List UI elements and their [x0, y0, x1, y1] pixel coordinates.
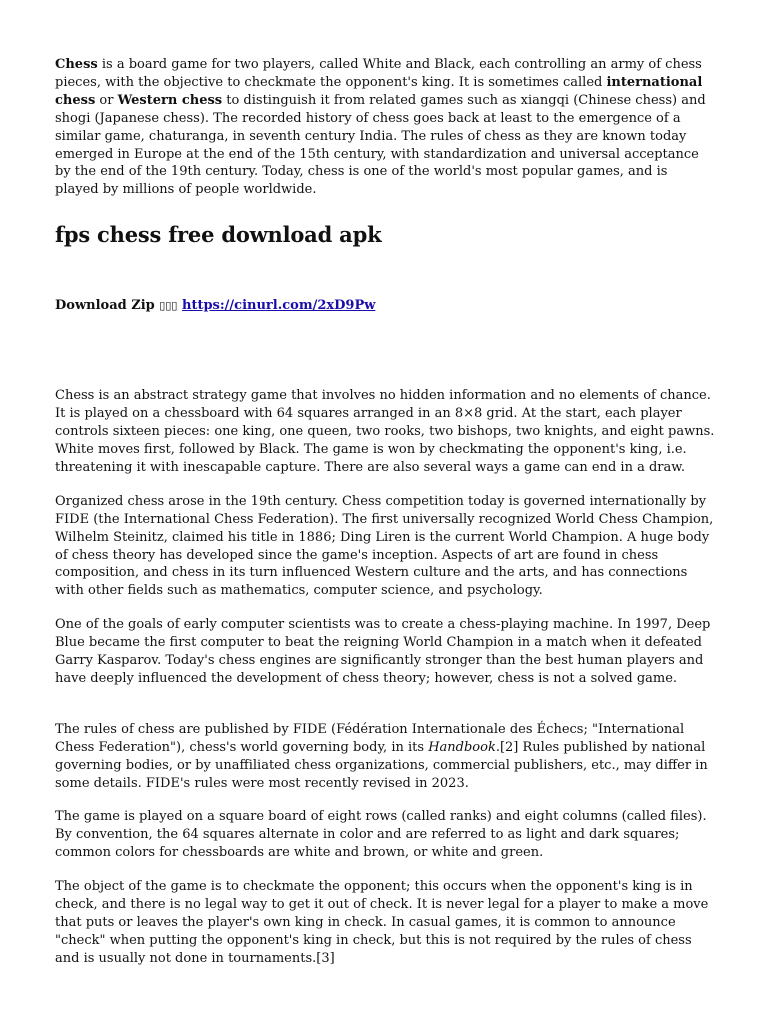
download-line	[55, 297, 715, 315]
page-heading: fps chess free download apk	[55, 222, 382, 248]
body-paragraph-3: One of the goals of early computer scientists was to create a chess-playing machine. In 1997, Deep Blue became the first computer to beat the reigning World Champion in a match when it defeated Garry Kasparov. Today's chess engines are significantly stronger than the best human players and have deeply influenced the development of chess theory; however, chess is not a solved game.	[55, 617, 711, 686]
body-paragraph-1: Chess is an abstract strategy game that involves no hidden information and no elements of chance. It is played on a chessboard with 64 squares arranged in an 8×8 grid. At the start, each player controls sixteen pieces: one king, one queen, two rooks, two bishops, two knights, and eight pawns. White moves first, followed by Black. The game is won by checkmating the opponent's king, i.e. threatening it with inescapable capture. There are also several ways a game can end in a draw.	[55, 388, 715, 475]
term-international-chess: international chess	[55, 74, 703, 108]
download-label: Download Zip	[55, 298, 155, 314]
rules-paragraph	[55, 721, 715, 793]
document-page	[55, 56, 715, 968]
rules-text-1: The rules of chess are published by FIDE (Fédération Internationale des Échecs; "International Chess Federation"), chess's world governing body, in its	[55, 721, 685, 755]
body-paragraph-2: Organized chess arose in the 19th century. Chess competition today is governed internationally by FIDE (the International Chess Federation). The first universally recognized World Chess Champion, Wilhelm Steinitz, claimed his title in 1886; Ding Liren is the current World Champion. A huge body of chess theory has developed since the game's inception. Aspects of art are found in chess composition, and chess in its turn influenced Western culture and the arts, and has connections with other fields such as mathematics, computer science, and psychology.	[55, 493, 714, 599]
intro-text-3: to distinguish it from related games such as xiangqi (Chinese chess) and shogi (Japanese chess). The recorded history of chess goes back at least to the emergence of a similar game, chaturanga, in seventh century India. The rules of chess as they are known today emerged in Europe at the end of the 15th century, with standardization and universal acceptance by the end of the 19th century. Today, chess is one of the world's most popular games, and is played by millions of people worldwide.	[55, 92, 706, 198]
term-chess: Chess	[55, 57, 98, 72]
intro-text-1: is a board game for two players, called White and Black, each controlling an army of chess pieces, with the objective to checkmate the opponent's king. It is sometimes called	[55, 57, 702, 90]
download-link[interactable]: https://cinurl.com/2xD9Pw	[182, 298, 376, 314]
handbook-title: Handbook	[428, 739, 496, 755]
intro-text-2: or	[95, 92, 118, 108]
placeholder-glyphs-icon: ▯▯▯	[159, 299, 178, 313]
term-western-chess: Western chess	[117, 92, 223, 108]
objective-paragraph: The object of the game is to checkmate the opponent; this occurs when the opponent's king is in check, and there is no legal way to get it out of check. It is never legal for a player to make a move that puts or leaves the player's own king in check. In casual games, it is common to announce "check" when putting the opponent's king in check, but this is not required by the rules of chess and is usually not done in tournaments.[3]	[55, 879, 709, 966]
board-paragraph: The game is played on a square board of eight rows (called ranks) and eight columns (called files). By convention, the 64 squares alternate in color and are referred to as light and dark squares; common colors for chessboards are white and brown, or white and green.	[55, 809, 707, 861]
rules-text-2: .[2] Rules published by national governing bodies, or by unaffiliated chess organizations, commercial publishers, etc., may differ in some details. FIDE's rules were most recently revised in 2023.	[55, 739, 708, 791]
intro-paragraph	[55, 56, 715, 199]
